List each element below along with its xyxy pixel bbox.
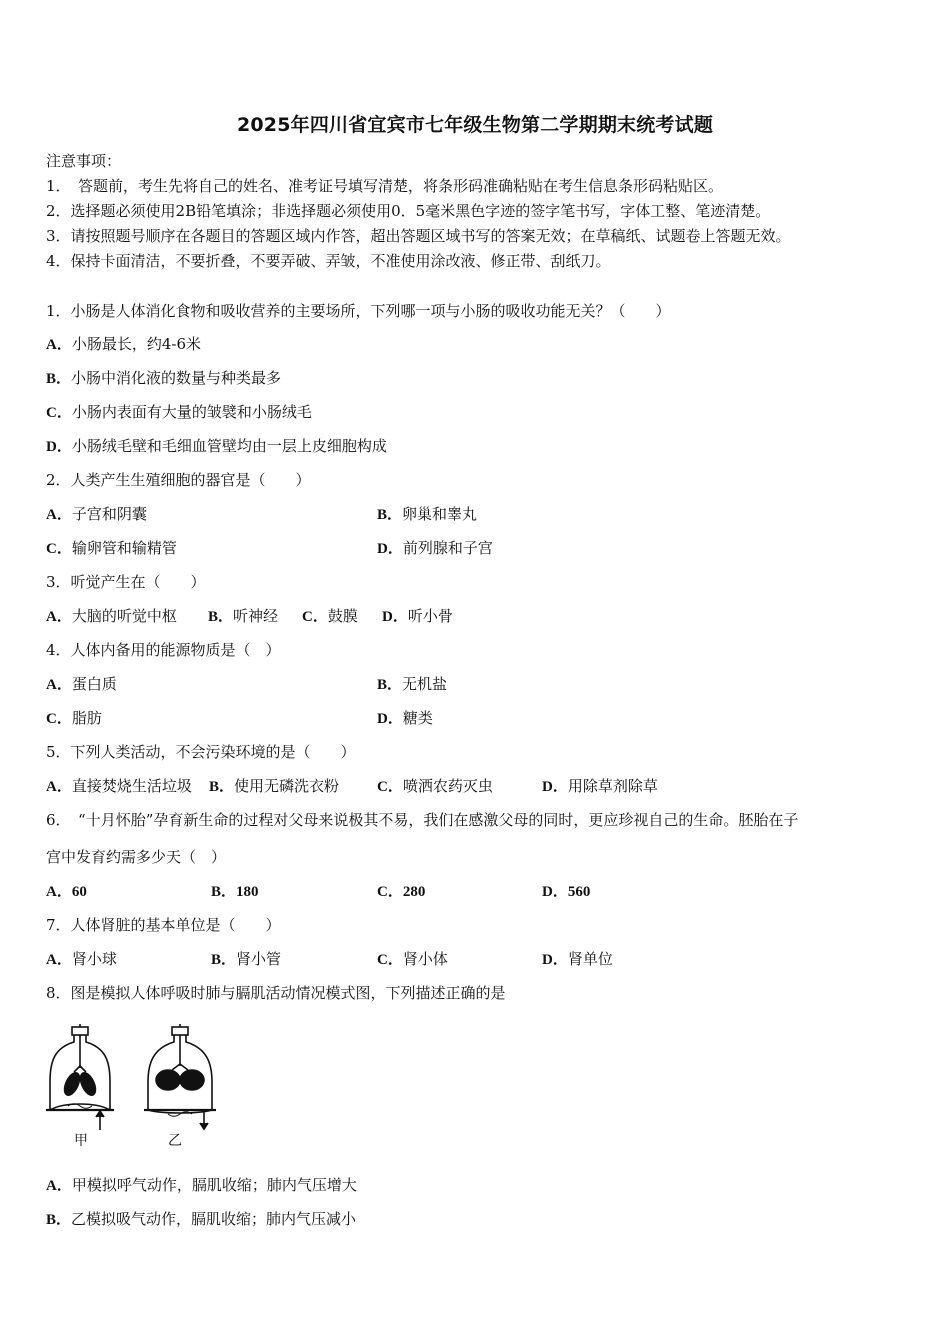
option-text: 听神经 xyxy=(233,607,279,625)
option-text: 小肠内表面有大量的皱襞和小肠绒毛 xyxy=(71,403,312,421)
q6-option-c xyxy=(377,881,425,902)
option-label: B． xyxy=(209,779,235,795)
option-label: B． xyxy=(377,507,403,523)
q6-option-d xyxy=(542,881,590,902)
option-label: D． xyxy=(382,609,408,625)
option-label: A． xyxy=(46,337,72,353)
q1-option-d xyxy=(46,436,387,457)
q2-option-b xyxy=(377,504,477,525)
option-text: 使用无磷洗衣粉 xyxy=(234,777,340,795)
option-text: 小肠绒毛壁和毛细血管壁均由一层上皮细胞构成 xyxy=(71,437,387,455)
jar-jia-right-balloon xyxy=(77,1071,98,1098)
option-text: 脂肪 xyxy=(71,709,102,727)
option-text: 180 xyxy=(236,884,259,900)
option-text: 前列腺和子宫 xyxy=(402,539,493,557)
option-text: 鼓膜 xyxy=(327,607,358,625)
option-label: B． xyxy=(208,609,234,625)
q4-option-b xyxy=(377,674,447,695)
q1-option-a xyxy=(46,334,201,355)
q3-stem: 3．听觉产生在（ ） xyxy=(46,573,206,591)
option-text: 直接焚烧生活垃圾 xyxy=(71,777,192,795)
option-label: A． xyxy=(46,779,72,795)
q5-option-a xyxy=(46,776,192,797)
option-label: C． xyxy=(46,711,72,727)
option-text: 听小骨 xyxy=(407,607,453,625)
q4-option-c xyxy=(46,708,102,729)
option-text: 小肠中消化液的数量与种类最多 xyxy=(71,369,282,387)
option-text: 子宫和阴囊 xyxy=(71,505,147,523)
option-text: 卵巢和睾丸 xyxy=(402,505,478,523)
figure-label-yi: 乙 xyxy=(168,1133,182,1149)
option-label: A． xyxy=(46,677,72,693)
option-label: A． xyxy=(46,507,72,523)
q4-option-d xyxy=(377,708,433,729)
q2-option-c xyxy=(46,538,177,559)
notice-item-2: 2．选择题必须使用2B铅笔填涂；非选择题必须使用0．5毫米黑色字迹的签字笔书写，字体工整、笔迹清楚。 xyxy=(46,202,771,220)
q3-option-d xyxy=(382,606,453,627)
jar-jia-left-balloon xyxy=(61,1071,82,1098)
option-text: 肾小管 xyxy=(236,950,282,968)
option-text: 小肠最长，约4-6米 xyxy=(71,335,201,353)
page-title: 2025年四川省宜宾市七年级生物第二学期期末统考试题 xyxy=(236,114,714,136)
option-label: B． xyxy=(46,371,72,387)
option-text: 输卵管和输精管 xyxy=(71,539,177,557)
option-text: 肾单位 xyxy=(567,950,613,968)
notice-heading: 注意事项： xyxy=(46,152,122,170)
q8-stem: 8．图是模拟人体呼吸时肺与膈肌活动情况模式图，下列描述正确的是 xyxy=(46,984,506,1002)
notice-item-1: 1． 答题前，考生先将自己的姓名、准考证号填写清楚，将条形码准确粘贴在考生信息条形码粘贴区。 xyxy=(46,177,724,195)
option-label: C． xyxy=(377,884,403,900)
q1-stem: 1．小肠是人体消化食物和吸收营养的主要场所，下列哪一项与小肠的吸收功能无关？（ ） xyxy=(46,302,671,320)
option-label: B． xyxy=(211,952,237,968)
option-label: D． xyxy=(542,952,568,968)
option-label: D． xyxy=(377,541,403,557)
option-label: A． xyxy=(46,1178,72,1194)
jar-yi xyxy=(144,1024,216,1129)
bell-jar-diagram xyxy=(44,1022,234,1152)
q8-option-b xyxy=(46,1209,356,1230)
option-label: C． xyxy=(302,609,328,625)
option-label: D． xyxy=(542,779,568,795)
option-label: A． xyxy=(46,884,72,900)
jar-jia-stopper xyxy=(72,1027,88,1035)
figure-label-jia: 甲 xyxy=(74,1133,88,1149)
q7-option-a xyxy=(46,949,117,970)
notice-item-4: 4．保持卡面清洁，不要折叠，不要弄破、弄皱，不准使用涂改液、修正带、刮纸刀。 xyxy=(46,252,611,270)
option-text: 蛋白质 xyxy=(71,675,117,693)
option-label: C． xyxy=(46,541,72,557)
q7-option-b xyxy=(211,949,281,970)
jar-jia xyxy=(46,1024,114,1130)
option-text: 560 xyxy=(567,884,591,900)
notice-item-3: 3．请按照题号顺序在各题目的答题区域内作答，超出答题区域书写的答案无效；在草稿纸、试题卷上答题无效。 xyxy=(46,227,791,245)
option-label: D． xyxy=(46,439,72,455)
option-label: B． xyxy=(211,884,237,900)
option-label: B． xyxy=(377,677,403,693)
q5-option-c xyxy=(377,776,493,797)
q2-option-a xyxy=(46,504,147,525)
q3-option-b xyxy=(208,606,278,627)
q6-option-a xyxy=(46,881,87,902)
q4-option-a xyxy=(46,674,117,695)
option-text: 肾小体 xyxy=(402,950,448,968)
q7-option-d xyxy=(542,949,613,970)
q2-option-d xyxy=(377,538,493,559)
option-text: 60 xyxy=(71,884,87,900)
option-text: 280 xyxy=(402,884,426,900)
option-text: 喷洒农药灭虫 xyxy=(402,777,493,795)
q4-stem: 4．人体内备用的能源物质是（ ） xyxy=(46,641,281,659)
option-text: 糖类 xyxy=(402,709,433,727)
q8-option-a xyxy=(46,1175,357,1196)
jar-yi-stopper xyxy=(172,1027,188,1035)
jar-yi-left-balloon xyxy=(156,1070,180,1090)
option-text: 无机盐 xyxy=(402,675,448,693)
option-label: C． xyxy=(377,952,403,968)
q7-option-c xyxy=(377,949,448,970)
q7-stem: 7．人体肾脏的基本单位是（ ） xyxy=(46,916,281,934)
q1-option-c xyxy=(46,402,312,423)
option-label: A． xyxy=(46,952,72,968)
option-label: A． xyxy=(46,609,72,625)
q5-option-b xyxy=(209,776,339,797)
q8-figure xyxy=(44,1022,234,1156)
q6-stem-line1: 6． “十月怀胎”孕育新生命的过程对父母来说极其不易，我们在感激父母的同时，更应珍视自己的生命。胚胎在子 xyxy=(46,811,799,829)
option-label: B． xyxy=(46,1212,72,1228)
q3-option-c xyxy=(302,606,358,627)
option-text: 甲模拟呼气动作，膈肌收缩；肺内气压增大 xyxy=(71,1176,357,1194)
option-text: 肾小球 xyxy=(71,950,117,968)
jar-yi-right-balloon xyxy=(180,1070,204,1090)
option-text: 用除草剂除草 xyxy=(567,777,658,795)
q5-option-d xyxy=(542,776,658,797)
option-label: D． xyxy=(542,884,568,900)
option-label: C． xyxy=(377,779,403,795)
option-text: 大脑的听觉中枢 xyxy=(71,607,177,625)
q3-option-a xyxy=(46,606,177,627)
option-text: 乙模拟吸气动作，膈肌收缩；肺内气压减小 xyxy=(71,1210,357,1228)
q1-option-b xyxy=(46,368,281,389)
option-label: C． xyxy=(46,405,72,421)
q5-stem: 5．下列人类活动，不会污染环境的是（ ） xyxy=(46,743,356,761)
option-label: D． xyxy=(377,711,403,727)
q2-stem: 2．人类产生生殖细胞的器官是（ ） xyxy=(46,471,311,489)
q6-option-b xyxy=(211,881,259,902)
q6-stem-line2: 宫中发育约需多少天（ ） xyxy=(46,848,227,866)
